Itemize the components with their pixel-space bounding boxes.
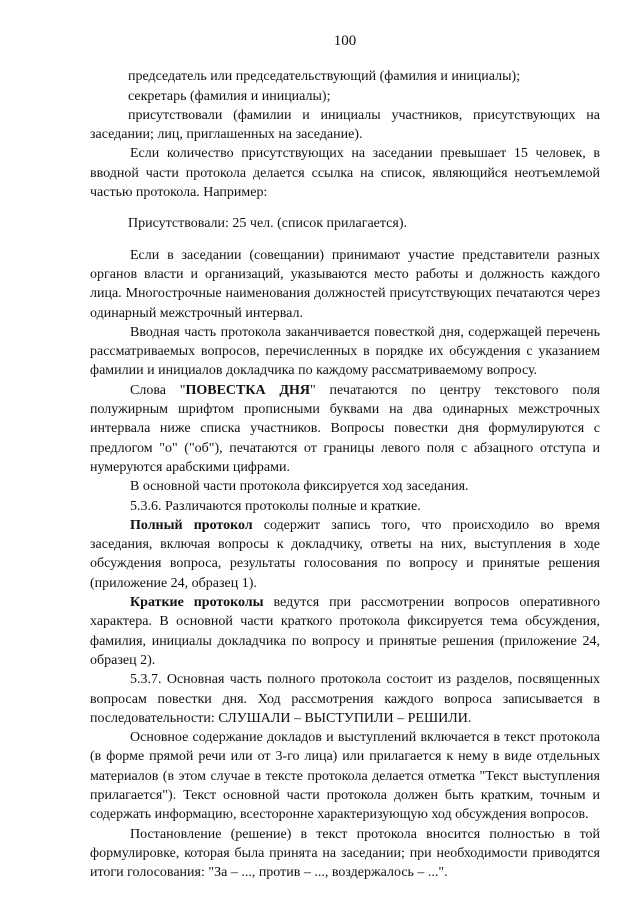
- agenda-heading-bold: ПОВЕСТКА ДНЯ: [185, 382, 311, 398]
- paragraph-short-protocols: [90, 593, 600, 670]
- paragraph-chairman: председатель или председательствующий (фамилия и инициалы);: [128, 69, 521, 85]
- paragraph-full-protocol: [90, 516, 600, 593]
- document-page: [90, 32, 600, 882]
- full-protocol-term: Полный протокол: [130, 517, 253, 533]
- paragraph-agenda-intro: Вводная часть протокола заканчивается повесткой дня, содержащей перечень рассматриваемых вопросов, перечисленных в порядке их обсуждения с указанием фамилии и инициалов докладчика по каждому рассматриваемому вопросу.: [90, 324, 600, 379]
- paragraph-agenda-words: [90, 381, 600, 477]
- agenda-text-rest: " печатаются по центру текстового поля полужирным шрифтом прописными буквами на два одинарных межстрочных интервала ниже списка участников. Вопросы повестки дня формулируются с предлогом "о" ("об"), печатаются от границы левого поля с абзацного отступа и нумеруются арабскими цифрами.: [90, 382, 600, 475]
- short-protocols-term: Краткие протоколы: [130, 595, 264, 611]
- paragraph-representatives: Если в заседании (совещании) принимают участие представители разных органов власти и организаций, указываются место работы и должность каждого лица. Многострочные наименования должностей присутствующих печатаются через одинарный межстрочный интервал.: [90, 247, 600, 321]
- paragraph-secretary: секретарь (фамилия и инициалы);: [128, 88, 331, 104]
- paragraph-resolution: Постановление (решение) в текст протокола вносится полностью в той формулировке, которая была принята на заседании; при необходимости приводятся итоги голосования: "За – ..., против – ..., воздержалось – ...".: [90, 826, 600, 881]
- paragraph-reports-content: Основное содержание докладов и выступлений включается в текст протокола (в форме прямой речи или от 3-го лица) или прилагается к нему в виде отдельных материалов (в этом случае в тексте протокола делается отметка "Текст выступления прилагается"). Текст основной части протокола должен быть кратким, точным и содержать информацию, всесторонне характеризующую ход обсуждения вопросов.: [90, 730, 600, 823]
- example-present-count: Присутствовали: 25 чел. (список прилагается).: [128, 216, 407, 232]
- paragraph-attendance-over-15: Если количество присутствующих на заседании превышает 15 человек, в вводной части протокола делается ссылка на список, являющийся неотъемлемой частью протокола. Например:: [90, 146, 600, 201]
- paragraph-present: присутствовали (фамилии и инициалы участников, присутствующих на заседании; лиц, приглашенных на заседание).: [90, 107, 600, 143]
- paragraph-section-5-3-6: 5.3.6. Различаются протоколы полные и краткие.: [130, 498, 421, 514]
- agenda-text-start: Слова ": [130, 382, 186, 398]
- full-protocol-text: содержит запись того, что происходило во время заседания, включая вопросы к докладчику, ответы на них, выступления в ходе обсуждения вопроса, результаты голосования по вопросу и принятые решения (приложение 24, образец 1).: [90, 517, 600, 591]
- page-number: 100: [333, 33, 357, 49]
- short-protocols-text: ведутся при рассмотрении вопросов оперативного характера. В основной части краткого протокола фиксируется тема обсуждения, фамилия, инициалы докладчика по вопросу и принятые решения (приложение 24, образец 2).: [90, 595, 600, 668]
- paragraph-main-part: В основной части протокола фиксируется ход заседания.: [130, 479, 469, 495]
- paragraph-section-5-3-7: 5.3.7. Основная часть полного протокола состоит из разделов, посвященных вопросам повестки дня. Ход рассмотрения каждого вопроса записывается в последовательности: СЛУШАЛИ – ВЫСТУПИЛИ – РЕШИЛИ.: [90, 672, 600, 726]
